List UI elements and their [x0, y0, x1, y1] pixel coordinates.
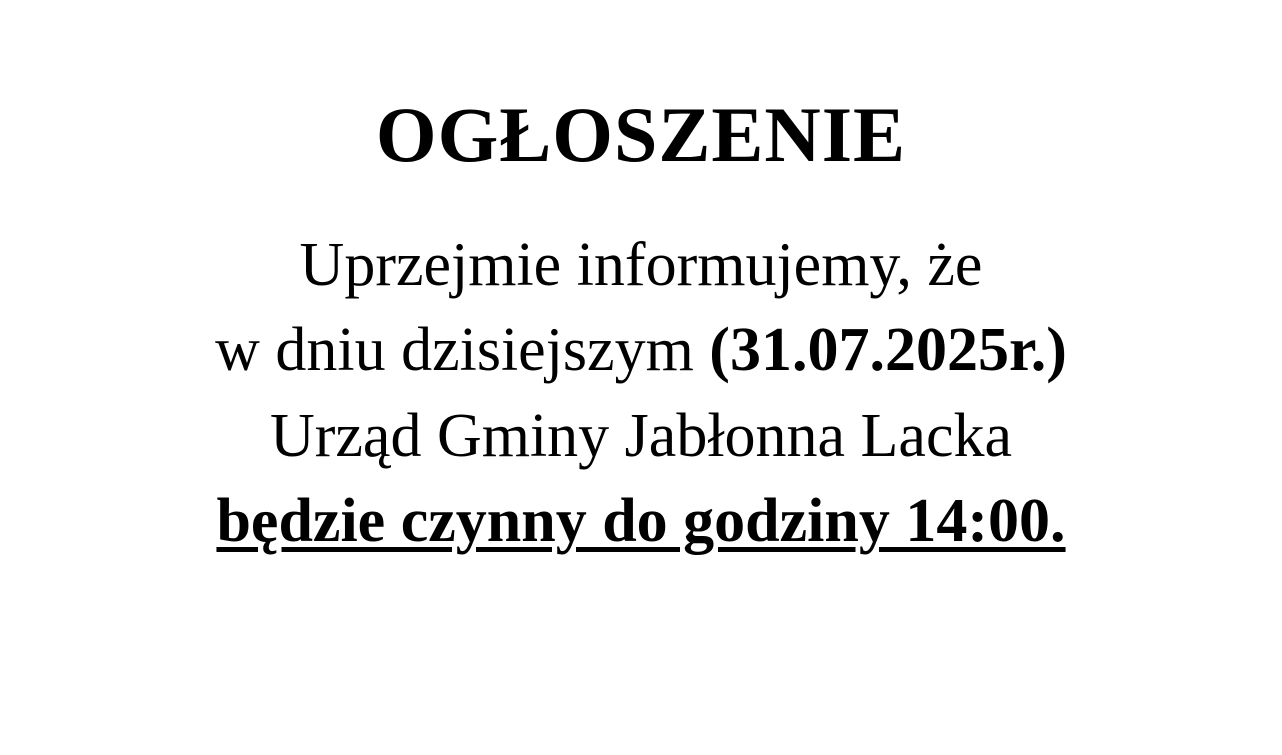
- announcement-line-4: [216, 482, 1065, 561]
- closing-time-statement: będzie czynny do godziny 14:00.: [216, 487, 1066, 556]
- office-name: Urząd Gminy Jabłonna Lacka: [269, 401, 1012, 470]
- announcement-line-2-text: w dniu dzisiejszym: [215, 316, 710, 385]
- announcement-line-1: [300, 226, 983, 305]
- page-title: OGŁOSZENIE: [375, 91, 907, 178]
- announcement-body: [215, 226, 1067, 561]
- announcement-line-2: [215, 311, 1067, 390]
- announcement-line-3: [270, 397, 1012, 476]
- announcement-date: (31.07.2025r.): [709, 316, 1067, 385]
- announcement-line-1-text: Uprzejmie informujemy, że: [299, 231, 983, 299]
